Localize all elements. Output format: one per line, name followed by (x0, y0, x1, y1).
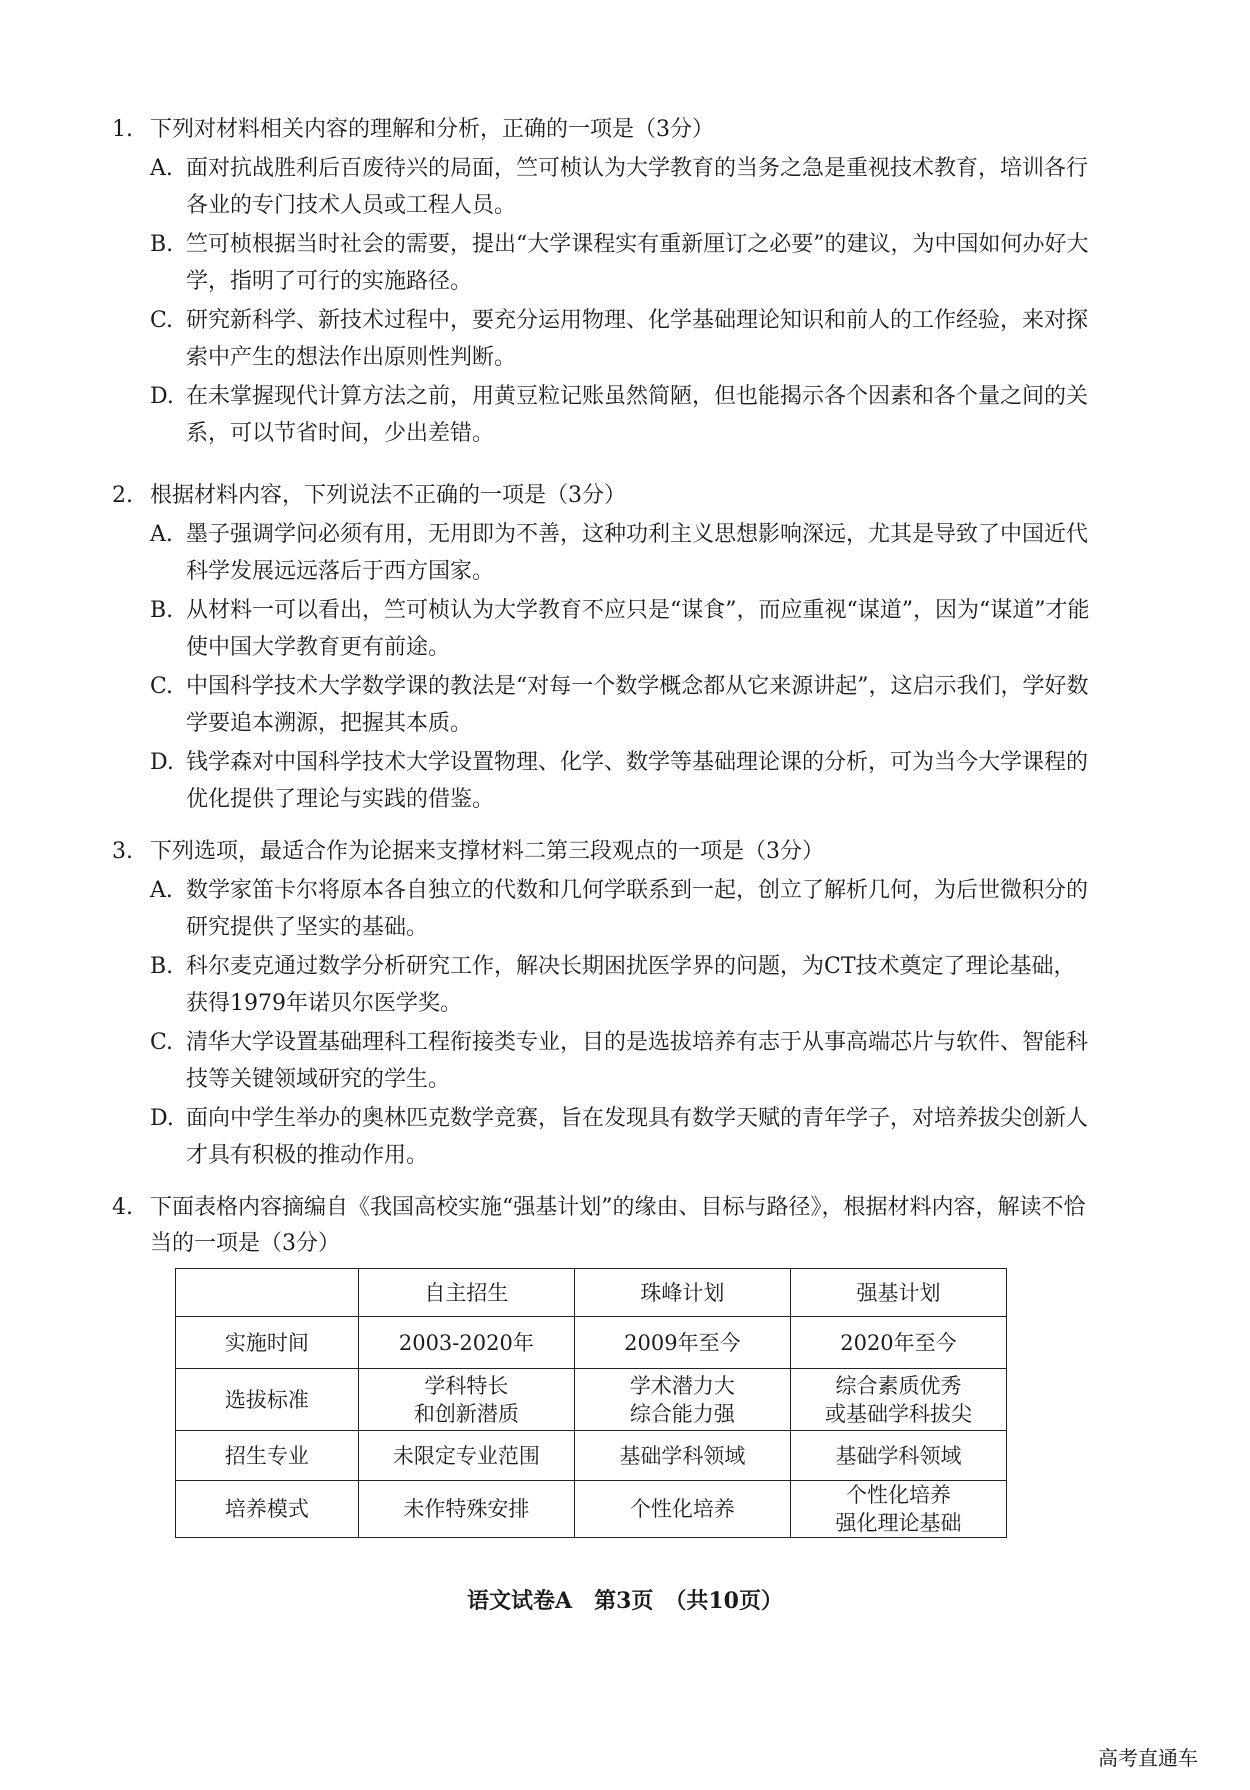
option-text: 竺可桢根据当时社会的需要，提出“大学课程实有重新厘订之必要”的建议，为中国如何办好大学，指明了可行的实施路径。 (186, 232, 1089, 294)
question-2 (112, 478, 1092, 818)
table-row (176, 1481, 1007, 1538)
question-3 (112, 834, 1092, 1174)
option-b (150, 592, 1092, 666)
table-row (176, 1431, 1007, 1481)
option-d (150, 1100, 1092, 1174)
table-cell: 2020年至今 (790, 1317, 1006, 1369)
question-stem (112, 112, 1092, 148)
table-cell: 实施时间 (176, 1317, 359, 1369)
table-cell: 培养模式 (176, 1481, 359, 1538)
option-text: 钱学森对中国科学技术大学设置物理、化学、数学等基础理论课的分析，可为当今大学课程的优化提供了理论与实践的借鉴。 (186, 750, 1089, 812)
table-cell: 学术潜力大 综合能力强 (574, 1369, 790, 1431)
option-a (150, 150, 1092, 224)
table-row (176, 1369, 1007, 1431)
question-text: 下列对材料相关内容的理解和分析，正确的一项是（3分） (150, 117, 714, 142)
question-number: 4. (112, 1195, 133, 1220)
option-text: 面对抗战胜利后百废待兴的局面，竺可桢认为大学教育的当务之急是重视技术教育，培训各行各业的专门技术人员或工程人员。 (186, 156, 1089, 218)
table-cell: 未限定专业范围 (358, 1431, 574, 1481)
page-footer: 语文试卷A 第3页 （共10页） (467, 1588, 783, 1614)
option-c (150, 668, 1092, 742)
option-letter: B. (150, 598, 174, 623)
comparison-table (175, 1268, 1007, 1538)
table-cell: 学科特长 和创新潜质 (358, 1369, 574, 1431)
watermark-text: 高考直通车 (1098, 1746, 1198, 1770)
table-cell: 个性化培养 强化理论基础 (790, 1481, 1006, 1538)
option-d (150, 378, 1092, 452)
option-letter: C. (150, 308, 174, 333)
option-letter: D. (150, 750, 174, 775)
question-1 (112, 112, 1092, 452)
option-letter: C. (150, 674, 174, 699)
table-cell: 综合素质优秀 或基础学科拔尖 (790, 1369, 1006, 1431)
option-letter: A. (150, 156, 173, 181)
table-header-cell: 自主招生 (358, 1269, 574, 1317)
option-letter: D. (150, 384, 174, 409)
question-stem (112, 834, 1092, 870)
option-c (150, 302, 1092, 376)
option-text: 面向中学生举办的奥林匹克数学竞赛，旨在发现具有数学天赋的青年学子，对培养拔尖创新人才具有积极的推动作用。 (186, 1106, 1089, 1168)
option-letter: A. (150, 878, 173, 903)
question-number: 2. (112, 483, 133, 508)
question-text: 下列选项，最适合作为论据来支撑材料二第三段观点的一项是（3分） (150, 839, 824, 864)
option-c (150, 1024, 1092, 1098)
option-letter: C. (150, 1030, 174, 1055)
option-letter: B. (150, 954, 174, 979)
table-header-cell: 珠峰计划 (574, 1269, 790, 1317)
option-b (150, 226, 1092, 300)
option-letter: A. (150, 522, 173, 547)
option-text: 墨子强调学问必须有用，无用即为不善，这种功利主义思想影响深远，尤其是导致了中国近代科学发展远远落后于西方国家。 (186, 522, 1089, 584)
option-text: 中国科学技术大学数学课的教法是“对每一个数学概念都从它来源讲起”，这启示我们，学好数学要追本溯源，把握其本质。 (186, 674, 1089, 736)
table-header-cell: 强基计划 (790, 1269, 1006, 1317)
table-cell: 基础学科领域 (790, 1431, 1006, 1481)
option-letter: B. (150, 232, 174, 257)
table-row (176, 1317, 1007, 1369)
question-text: 根据材料内容，下列说法不正确的一项是（3分） (150, 483, 626, 508)
option-text: 清华大学设置基础理科工程衔接类专业，目的是选拔培养有志于从事高端芯片与软件、智能科技等关键领域研究的学生。 (186, 1030, 1089, 1092)
option-text: 数学家笛卡尔将原本各自独立的代数和几何学联系到一起，创立了解析几何，为后世微积分的研究提供了坚实的基础。 (186, 878, 1089, 940)
question-stem (112, 478, 1092, 514)
option-text: 在未掌握现代计算方法之前，用黄豆粒记账虽然简陋，但也能揭示各个因素和各个量之间的关系，可以节省时间，少出差错。 (186, 384, 1089, 446)
question-number: 1. (112, 117, 133, 142)
table-header-cell (176, 1269, 359, 1317)
table-cell: 选拔标准 (176, 1369, 359, 1431)
option-b (150, 948, 1092, 1022)
option-text: 从材料一可以看出，竺可桢认为大学教育不应只是“谋食”，而应重视“谋道”，因为“谋道”才能使中国大学教育更有前途。 (186, 598, 1090, 660)
option-d (150, 744, 1092, 818)
table-cell: 未作特殊安排 (358, 1481, 574, 1538)
option-a (150, 872, 1092, 946)
table-cell: 2009年至今 (574, 1317, 790, 1369)
option-text: 研究新科学、新技术过程中，要充分运用物理、化学基础理论知识和前人的工作经验，来对探索中产生的想法作出原则性判断。 (186, 308, 1089, 370)
table-header-row (176, 1269, 1007, 1317)
option-letter: D. (150, 1106, 174, 1131)
question-text: 下面表格内容摘编自《我国高校实施“强基计划”的缘由、目标与路径》，根据材料内容，解读不恰当的一项是（3分） (150, 1195, 1086, 1256)
table-cell: 基础学科领域 (574, 1431, 790, 1481)
table-cell: 招生专业 (176, 1431, 359, 1481)
question-number: 3. (112, 839, 133, 864)
question-stem (112, 1190, 1092, 1262)
question-4 (112, 1190, 1092, 1262)
table-cell: 2003-2020年 (358, 1317, 574, 1369)
option-text: 科尔麦克通过数学分析研究工作，解决长期困扰医学界的问题，为CT技术奠定了理论基础，获得1979年诺贝尔医学奖。 (186, 954, 1076, 1016)
option-a (150, 516, 1092, 590)
table-cell: 个性化培养 (574, 1481, 790, 1538)
